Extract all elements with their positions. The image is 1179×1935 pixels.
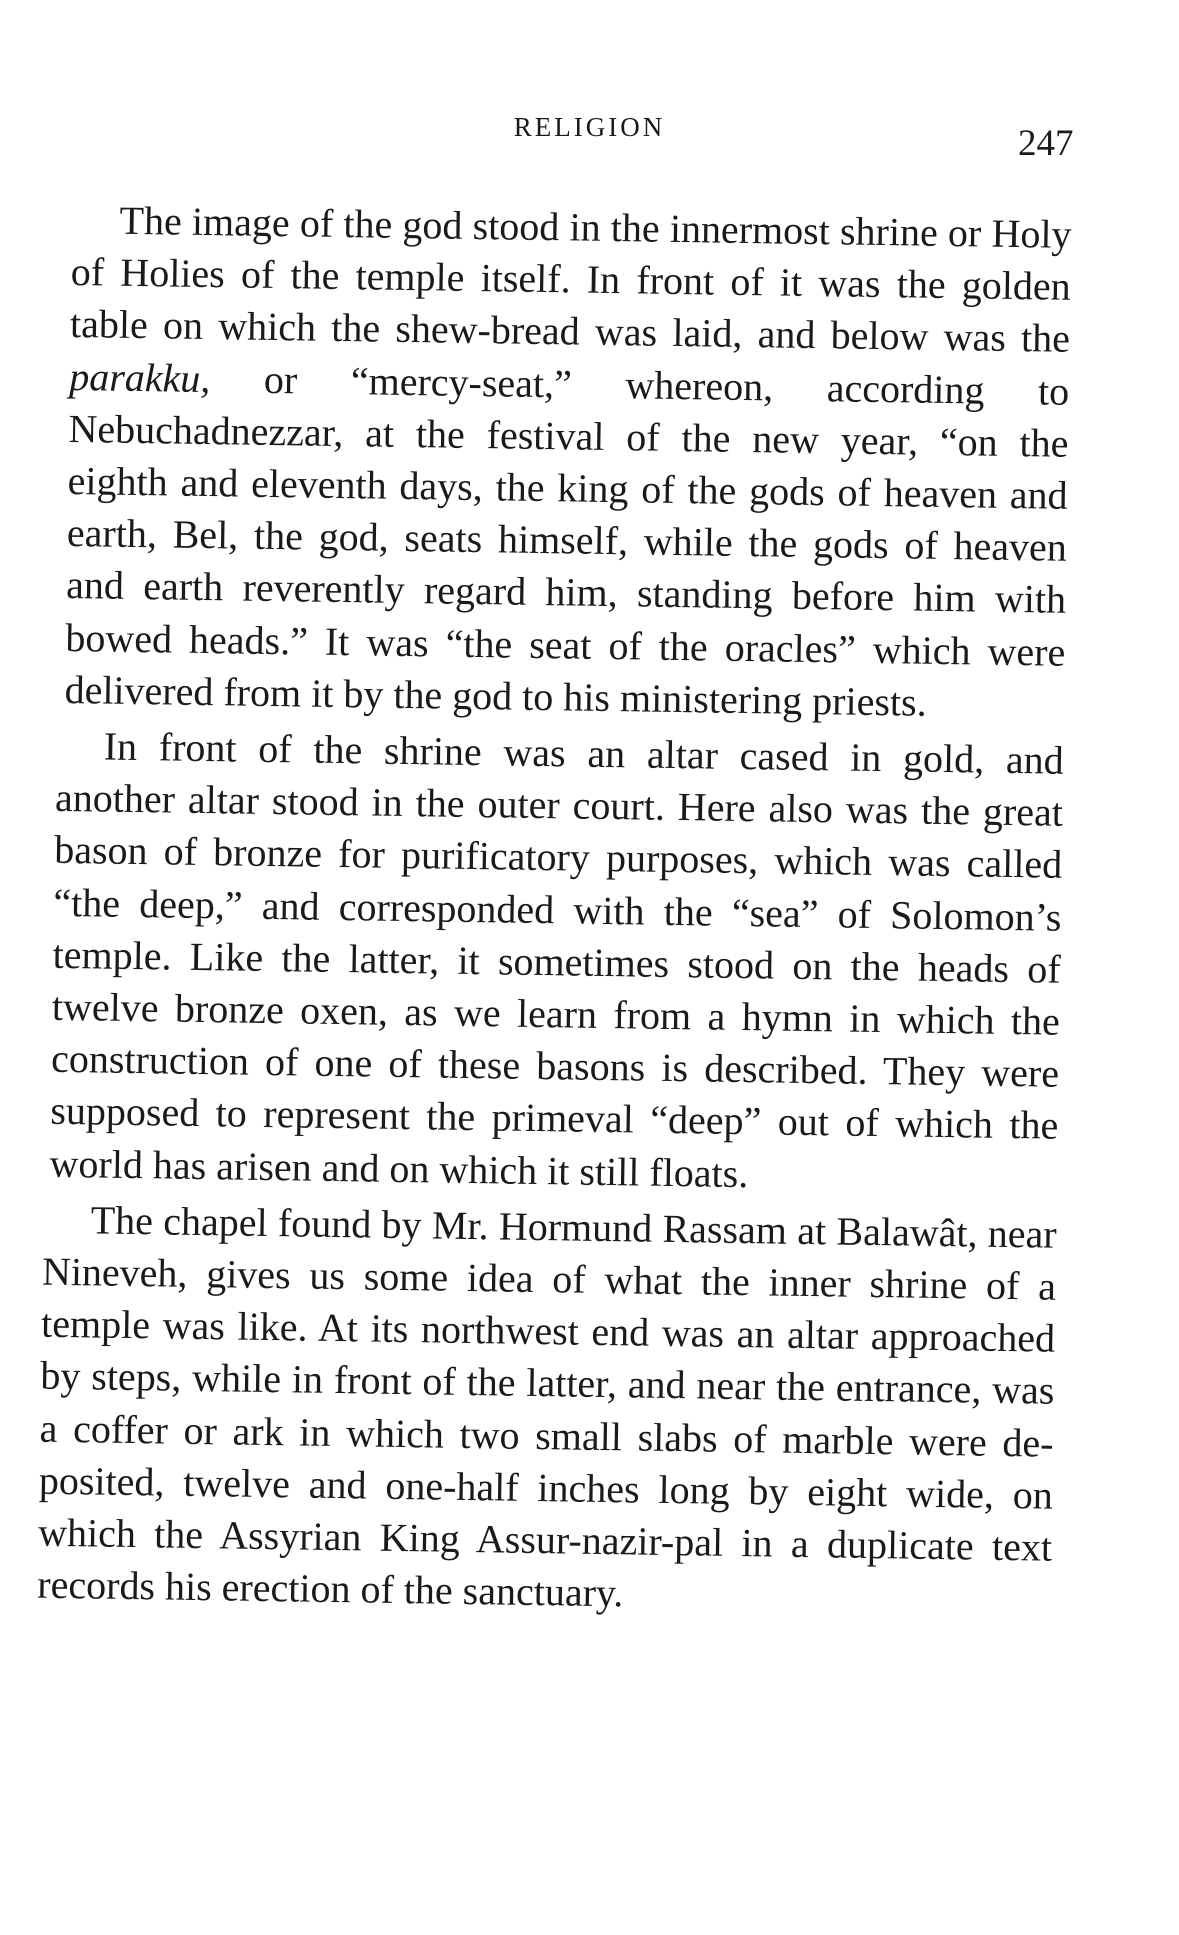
body-text (37, 194, 1072, 1630)
paragraph-1 (64, 194, 1072, 731)
running-head: RELIGION (513, 112, 666, 142)
paragraph-2: In front of the shrine was an altar cased in gold, and another altar stood in the outer court. Here also was the great bason of bronze for purificatory purposes, which was called “the deep,” and corresponded with the “sea” of Solomon’s temple. Like the latter, it sometimes stood on the heads of twelve bronze oxen, as we learn from a hymn in which the construction of one of these basons is described. They were supposed to represent the primeval “deep” out of which the world has arisen and on which it still floats. (49, 723, 1065, 1196)
paragraph-1-text-a: The image of the god stood in the innermost shrine or Holy of Holies of the temple itself. In front of it was the golden table on which the shew-bread was laid, and below was the (69, 197, 1072, 362)
page-number: 247 (1018, 123, 1074, 164)
paragraph-1-text-b: or “mercy-seat,” whereon, according to Nebuchadnezzar, at the festival of the new year, “on the eighth and eleventh days, the king of the gods of heaven and earth, Bel, the god, seats himself, while the gods of heaven and earth reverently regard him, standing before him with bowed heads.” It was “the seat of the oracles” which were delivered from it by the god to his ministering priests. (64, 355, 1070, 725)
paragraph-3: The chapel found by Mr. Hormund Rassam at Balawât, near Nineveh, gives us some idea of what the inner shrine of a temple was like. At its northwest end was an altar approached by steps, while in front of the latter, and near the entrance, was a coffer or ark in which two small slabs of marble were deposited, twelve and one-half inches long by eight wide, on which the Assyrian King Assur-nazir-pal in a duplicate text records his erection of the sanctuary. (37, 1197, 1058, 1616)
parakku-term: parakku, (68, 353, 211, 401)
